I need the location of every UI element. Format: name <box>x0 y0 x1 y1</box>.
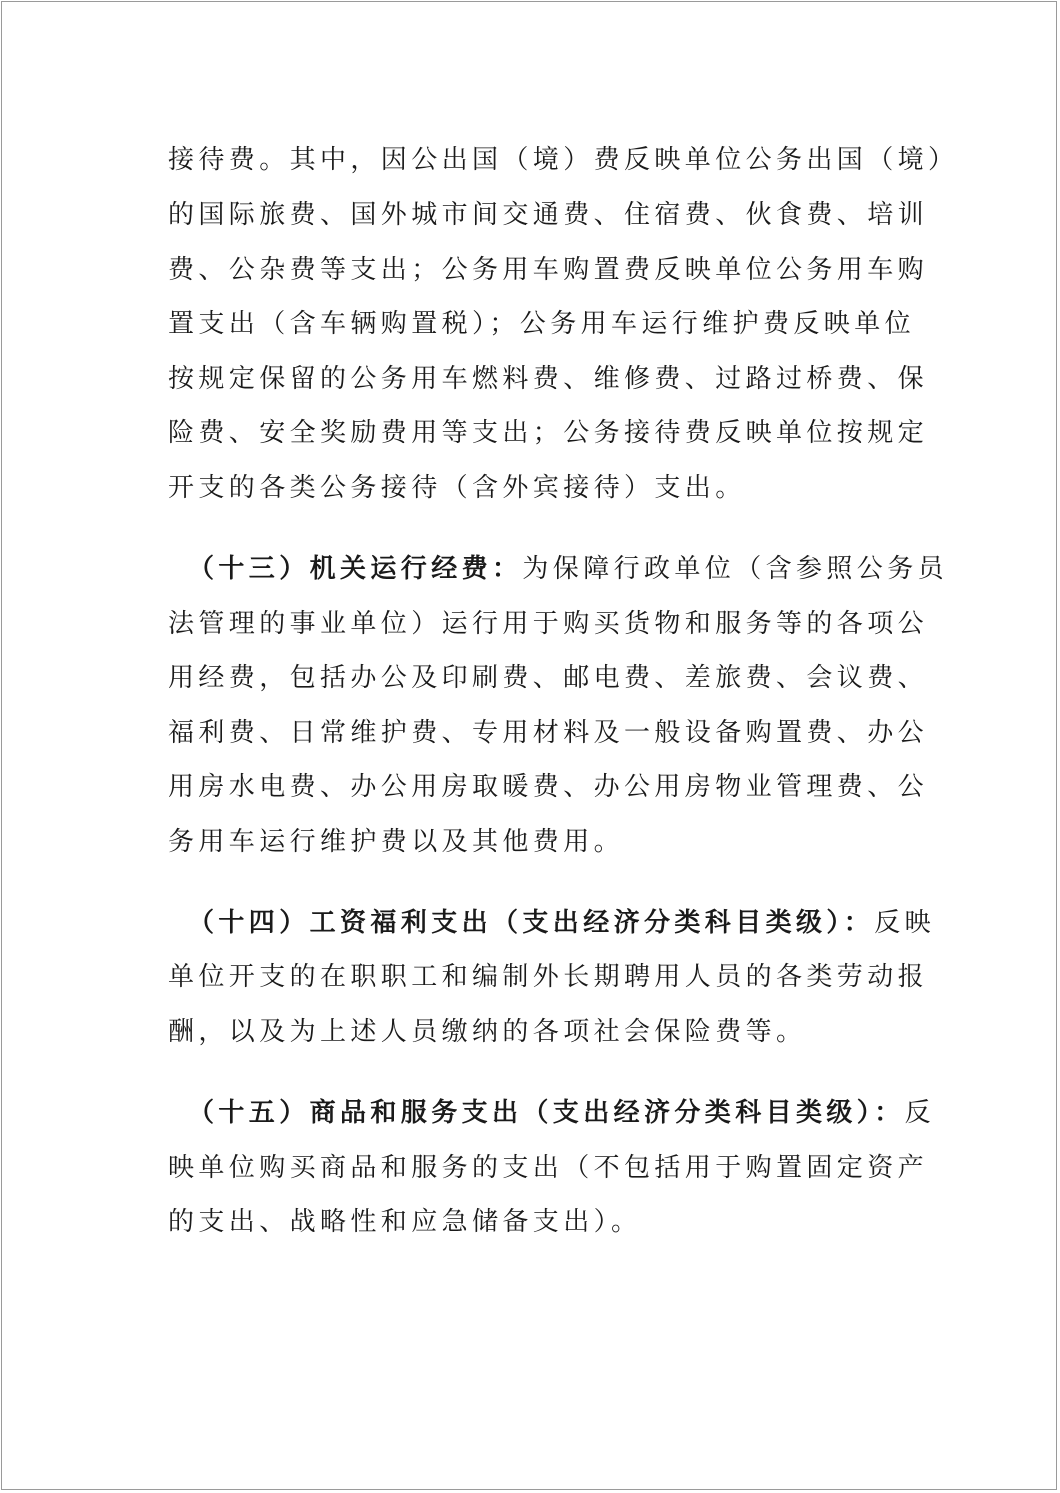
text-line: 酬，以及为上述人员缴纳的各项社会保险费等。 <box>168 1017 807 1047</box>
text-line: 务用车运行维护费以及其他费用。 <box>168 827 625 857</box>
text-line: 置支出（含车辆购置税）；公务用车运行维护费反映单位 <box>168 309 916 339</box>
item-text: 为保障行政单位（含参照公务员 <box>522 554 949 584</box>
text-line: 按规定保留的公务用车燃料费、维修费、过路过桥费、保 <box>168 364 929 394</box>
item-heading: （十三）机关运行经费： <box>188 554 523 584</box>
item-heading: （十四）工资福利支出（支出经济分类科目类级）： <box>188 908 875 938</box>
text-line-first <box>188 1093 935 1133</box>
text-line: 福利费、日常维护费、专用材料及一般设备购置费、办公 <box>168 718 929 748</box>
text-line: 险费、安全奖励费用等支出；公务接待费反映单位按规定 <box>168 418 929 448</box>
text-line: 用经费，包括办公及印刷费、邮电费、差旅费、会议费、 <box>168 663 929 693</box>
text-line: 的支出、战略性和应急储备支出）。 <box>168 1207 642 1237</box>
text-line: 用房水电费、办公用房取暖费、办公用房物业管理费、公 <box>168 772 929 802</box>
item-text: 反 <box>904 1098 936 1128</box>
text-line: 开支的各类公务接待（含外宾接待）支出。 <box>168 473 746 503</box>
text-line: 单位开支的在职职工和编制外长期聘用人员的各类劳动报 <box>168 962 929 992</box>
text-line: 接待费。其中，因公出国（境）费反映单位公务出国（境） <box>168 145 959 175</box>
text-line: 法管理的事业单位）运行用于购买货物和服务等的各项公 <box>168 609 929 639</box>
item-heading: （十五）商品和服务支出（支出经济分类科目类级）： <box>188 1098 905 1128</box>
text-line-first <box>188 549 948 589</box>
text-line-first <box>188 903 935 943</box>
item-text: 反映 <box>874 908 936 938</box>
text-line: 映单位购买商品和服务的支出（不包括用于购置固定资产 <box>168 1153 929 1183</box>
document-page <box>1 1 1057 1490</box>
text-line: 的国际旅费、国外城市间交通费、住宿费、伙食费、培训 <box>168 200 929 230</box>
text-line: 费、公杂费等支出；公务用车购置费反映单位公务用车购 <box>168 255 929 285</box>
